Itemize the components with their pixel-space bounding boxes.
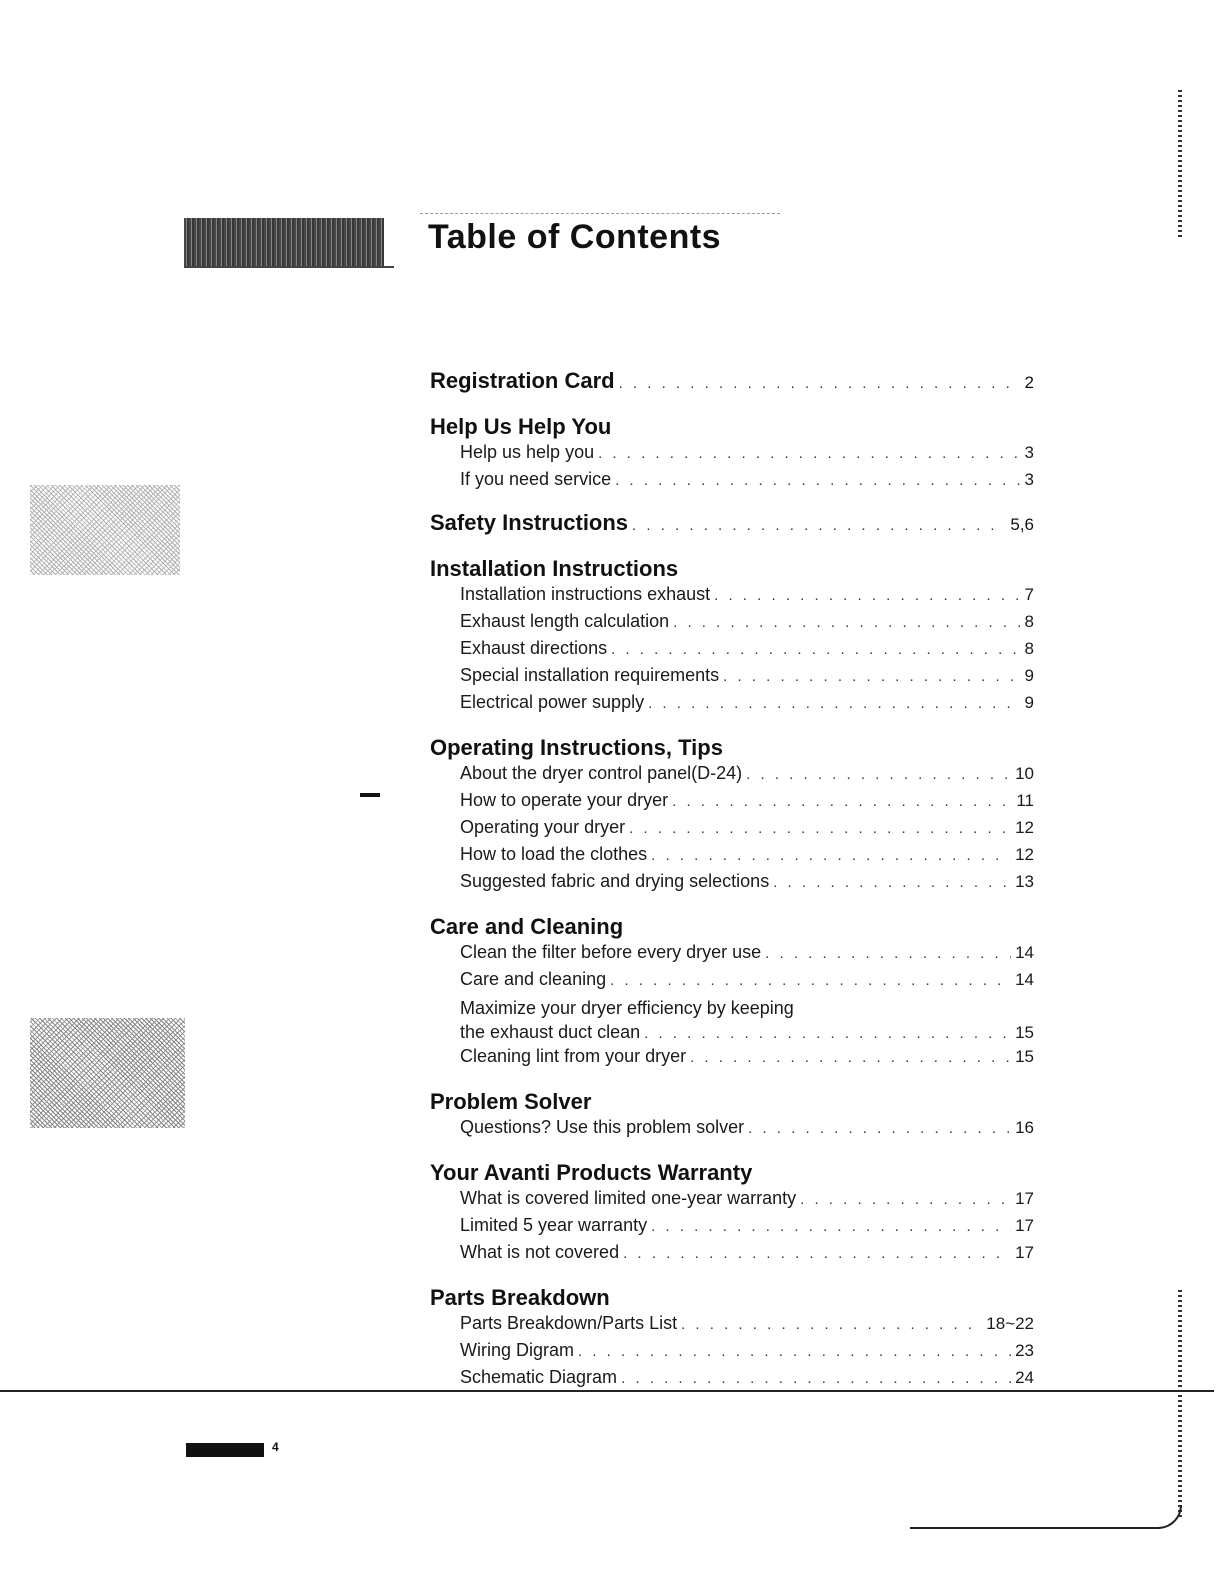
toc-page-number: 7 xyxy=(1024,585,1034,604)
toc-section xyxy=(430,912,1034,1073)
toc-entry-label: Exhaust directions xyxy=(460,638,608,658)
toc-entry-label: Wiring Digram xyxy=(460,1340,575,1360)
toc-page-number: 10 xyxy=(1015,764,1034,783)
header-dashed-line xyxy=(420,213,780,214)
toc-entry[interactable] xyxy=(430,1242,1034,1269)
toc-section xyxy=(430,368,1034,398)
leader-dots xyxy=(610,972,1011,989)
toc-page-number: 14 xyxy=(1015,970,1034,989)
toc-entry-label: Operating your dryer xyxy=(460,817,626,837)
leader-dots xyxy=(651,847,1011,864)
leader-dots xyxy=(623,1245,1011,1262)
toc-entry[interactable] xyxy=(430,692,1034,719)
toc-entry[interactable] xyxy=(430,969,1034,996)
toc-entry[interactable] xyxy=(430,844,1034,871)
scan-artifact xyxy=(30,485,180,575)
toc-entry-label: Care and cleaning xyxy=(460,969,607,989)
edge-artifact xyxy=(1178,1290,1182,1520)
toc-section xyxy=(430,1158,1034,1269)
toc-heading: Care and Cleaning xyxy=(430,914,624,939)
toc-entry[interactable] xyxy=(430,611,1034,638)
toc-entry[interactable] xyxy=(430,469,1034,496)
toc-entry-label: How to operate your dryer xyxy=(460,790,669,810)
toc-heading: Safety Instructions xyxy=(430,510,629,535)
toc-page-number: 5,6 xyxy=(1010,515,1034,534)
leader-dots xyxy=(748,1120,1011,1137)
toc-page-number: 18~22 xyxy=(986,1314,1034,1333)
toc-heading: Help Us Help You xyxy=(430,414,612,439)
toc-heading-row[interactable] xyxy=(430,368,1034,398)
leader-dots xyxy=(598,445,1020,462)
leader-dots xyxy=(773,874,1011,891)
toc-page-number: 8 xyxy=(1024,612,1034,631)
leader-dots xyxy=(681,1316,982,1333)
toc-entry[interactable] xyxy=(430,638,1034,665)
leader-dots xyxy=(714,587,1020,604)
header-tab-block xyxy=(184,218,384,266)
toc-heading: Registration Card xyxy=(430,368,615,393)
toc-page-number: 17 xyxy=(1015,1189,1034,1208)
toc-page-number: 23 xyxy=(1015,1341,1034,1360)
leader-dots xyxy=(648,695,1020,712)
leader-dots xyxy=(629,820,1011,837)
toc-heading: Parts Breakdown xyxy=(430,1285,610,1310)
toc-entry-label: the exhaust duct clean xyxy=(460,1022,641,1042)
toc-section xyxy=(430,412,1034,496)
toc-section xyxy=(430,510,1034,540)
toc-entry[interactable] xyxy=(430,996,1034,1046)
toc-entry-label: What is not covered xyxy=(460,1242,620,1262)
toc-entry-label: Help us help you xyxy=(460,442,595,462)
toc-entry-label: Exhaust length calculation xyxy=(460,611,670,631)
toc-page-number: 9 xyxy=(1024,693,1034,712)
scan-artifact xyxy=(30,1018,185,1128)
toc-page-number: 11 xyxy=(1016,791,1034,810)
toc-heading: Installation Instructions xyxy=(430,556,679,581)
toc-entry[interactable] xyxy=(430,1117,1034,1144)
toc-entry[interactable] xyxy=(430,871,1034,898)
toc-entry[interactable] xyxy=(430,1313,1034,1340)
toc-page-number: 13 xyxy=(1015,872,1034,891)
toc-page-number: 12 xyxy=(1015,845,1034,864)
toc-entry-label: Suggested fabric and drying selections xyxy=(460,871,770,891)
leader-dots xyxy=(615,472,1020,489)
toc-entry[interactable] xyxy=(430,1188,1034,1215)
toc-page-number: 15 xyxy=(1015,1047,1034,1066)
toc-entry-label: Clean the filter before every dryer use xyxy=(460,942,762,962)
margin-mark xyxy=(360,793,380,797)
table-of-contents xyxy=(430,368,1034,1408)
leader-dots xyxy=(632,517,1006,534)
toc-entry-label: About the dryer control panel(D-24) xyxy=(460,763,743,783)
toc-entry[interactable] xyxy=(430,763,1034,790)
toc-section xyxy=(430,1087,1034,1144)
toc-entry-label: Cleaning lint from your dryer xyxy=(460,1046,687,1066)
toc-page-number: 3 xyxy=(1024,443,1034,462)
leader-dots xyxy=(619,375,1021,392)
toc-heading: Operating Instructions, Tips xyxy=(430,735,723,760)
toc-entry[interactable] xyxy=(430,817,1034,844)
toc-entry-label: Schematic Diagram xyxy=(460,1367,618,1387)
leader-dots xyxy=(651,1218,1011,1235)
toc-page-number: 2 xyxy=(1024,373,1034,392)
toc-entry[interactable] xyxy=(430,665,1034,692)
toc-entry[interactable] xyxy=(430,942,1034,969)
toc-entry-label: Maximize your dryer efficiency by keeping xyxy=(460,998,794,1018)
toc-entry[interactable] xyxy=(430,1215,1034,1242)
toc-page-number: 17 xyxy=(1015,1243,1034,1262)
leader-dots xyxy=(672,793,1012,810)
toc-heading: Problem Solver xyxy=(430,1089,592,1114)
toc-page-number: 16 xyxy=(1015,1118,1034,1137)
toc-entry[interactable] xyxy=(430,584,1034,611)
toc-entry-label: Parts Breakdown/Parts List xyxy=(460,1313,678,1333)
toc-section xyxy=(430,554,1034,719)
toc-page-number: 15 xyxy=(1015,1023,1034,1042)
toc-entry-label: Questions? Use this problem solver xyxy=(460,1117,745,1137)
toc-page-number: 9 xyxy=(1024,666,1034,685)
leader-dots xyxy=(644,1022,1011,1046)
edge-curve xyxy=(910,1505,1182,1529)
toc-entry[interactable] xyxy=(430,442,1034,469)
leader-dots xyxy=(621,1370,1011,1387)
leader-dots xyxy=(611,641,1020,658)
toc-page-number: 14 xyxy=(1015,943,1034,962)
footer-bar xyxy=(186,1443,264,1457)
toc-entry[interactable] xyxy=(430,790,1034,817)
toc-page-number: 3 xyxy=(1024,470,1034,489)
toc-page-number: 8 xyxy=(1024,639,1034,658)
leader-dots xyxy=(746,766,1011,783)
leader-dots xyxy=(690,1049,1011,1066)
toc-page-number: 24 xyxy=(1015,1368,1034,1387)
toc-entry[interactable] xyxy=(430,1340,1034,1367)
toc-entry-label: Limited 5 year warranty xyxy=(460,1215,648,1235)
toc-entry-label: Special installation requirements xyxy=(460,665,720,685)
toc-heading: Your Avanti Products Warranty xyxy=(430,1160,753,1185)
toc-section xyxy=(430,1283,1034,1394)
leader-dots xyxy=(723,668,1020,685)
toc-entry-label: What is covered limited one-year warranty xyxy=(460,1188,797,1208)
horizontal-rule xyxy=(0,1390,1214,1392)
toc-entry-label: How to load the clothes xyxy=(460,844,648,864)
leader-dots xyxy=(765,945,1011,962)
toc-heading-row[interactable] xyxy=(430,510,1034,540)
header-tab-underline xyxy=(184,266,394,268)
page-title: Table of Contents xyxy=(428,218,722,256)
toc-entry-label: Electrical power supply xyxy=(460,692,645,712)
toc-entry-label: Installation instructions exhaust xyxy=(460,584,711,604)
toc-entry-label: If you need service xyxy=(460,469,612,489)
toc-entry[interactable] xyxy=(430,1046,1034,1073)
toc-section xyxy=(430,733,1034,898)
edge-artifact xyxy=(1178,90,1182,240)
leader-dots xyxy=(800,1191,1011,1208)
leader-dots xyxy=(673,614,1020,631)
toc-page-number: 12 xyxy=(1015,818,1034,837)
page-number: 4 xyxy=(272,1440,279,1454)
toc-page-number: 17 xyxy=(1015,1216,1034,1235)
leader-dots xyxy=(578,1343,1011,1360)
